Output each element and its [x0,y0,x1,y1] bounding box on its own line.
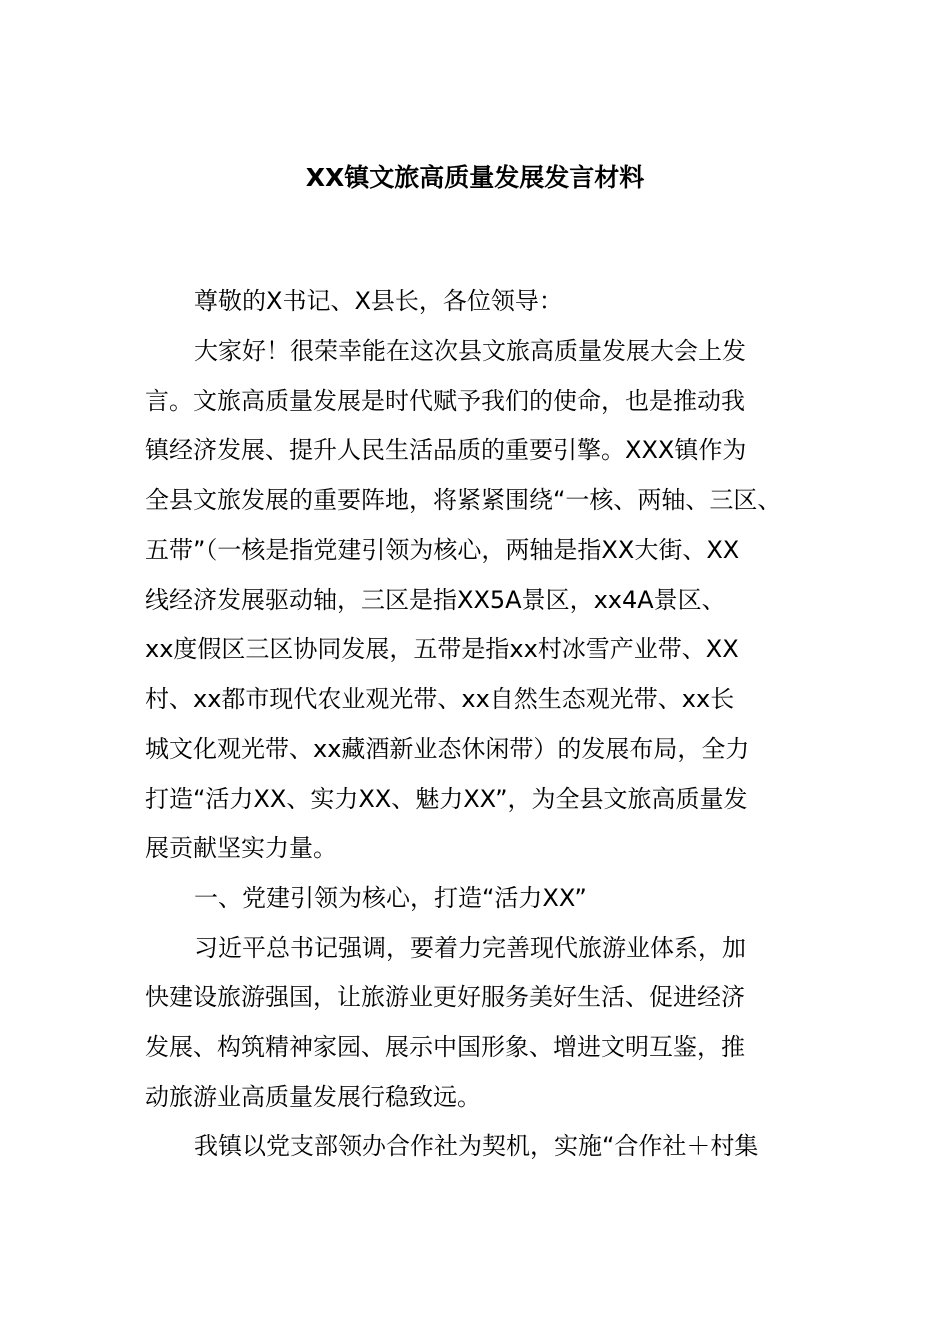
section-heading: 一、党建引领为核心，打造“活力XX” [194,884,587,912]
body-line: 习近平总书记强调，要着力完善现代旅游业体系，加 [194,934,746,962]
body-line: 村、xx都市现代农业观光带、xx自然生态观光带、xx长 [145,685,735,713]
body-line: 言。文旅高质量发展是时代赋予我们的使命，也是推动我 [145,387,745,415]
body-line: 展贡献坚实力量。 [145,834,337,862]
body-line: 发展、构筑精神家园、展示中国形象、增进文明互鉴，推 [145,1033,745,1061]
salutation-line: 尊敬的X书记、X县长，各位领导： [194,287,563,315]
body-line: 全县文旅发展的重要阵地，将紧紧围绕“一核、两轴、三区、 [145,486,782,514]
body-line: 城文化观光带、xx藏酒新业态休闲带）的发展布局，全力 [145,735,750,763]
body-line: xx度假区三区协同发展，五带是指xx村冰雪产业带、XX [145,635,739,663]
document-title: XX镇文旅高质量发展发言材料 [305,163,645,192]
body-line: 动旅游业高质量发展行稳致远。 [145,1083,481,1111]
body-line: 快建设旅游强国，让旅游业更好服务美好生活、促进经济 [145,983,745,1011]
body-line: 打造“活力XX、实力XX、魅力XX”，为全县文旅高质量发 [145,785,748,813]
body-line: 线经济发展驱动轴，三区是指XX5A景区，xx4A景区、 [145,586,726,614]
body-line: 五带”（一核是指党建引领为核心，两轴是指XX大街、XX [145,536,740,564]
body-line: 大家好！很荣幸能在这次县文旅高质量发展大会上发 [194,337,746,365]
body-line: 我镇以党支部领办合作社为契机，实施“合作社＋村集 [194,1132,759,1160]
body-line: 镇经济发展、提升人民生活品质的重要引擎。XXX镇作为 [145,436,747,464]
